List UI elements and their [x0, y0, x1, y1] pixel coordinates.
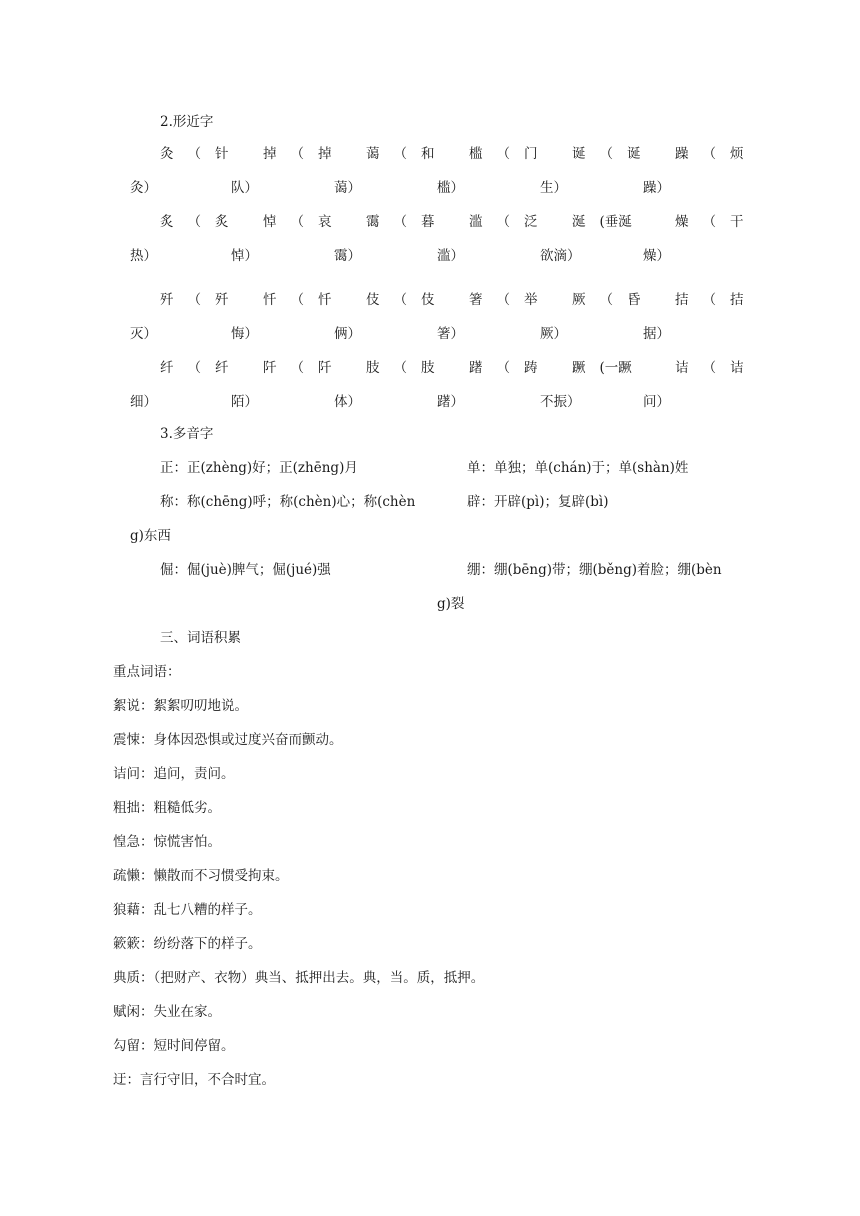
polyphone-left-2-cont: g)东西 — [130, 528, 171, 544]
similar-char-cell — [540, 283, 645, 351]
similar-char-part: 厥 — [572, 292, 586, 308]
similar-char-part: 蔼 — [366, 146, 380, 162]
similar-char-line1 — [442, 205, 542, 239]
similar-char-part: 泛 — [524, 214, 538, 230]
similar-char-part: 举 — [524, 292, 538, 308]
similar-char-part: 灸 — [160, 146, 174, 162]
similar-char-part: （ — [393, 292, 407, 308]
similar-char-line2: 细） — [130, 394, 157, 410]
similar-char-part: 箸 — [469, 292, 483, 308]
similar-char-line1 — [339, 137, 439, 171]
similar-char-line2: 燥） — [643, 248, 670, 264]
similar-char-line2: 霭） — [334, 248, 361, 264]
similar-char-part: 踌 — [524, 360, 538, 376]
similar-char-line1 — [133, 283, 233, 317]
similar-char-line2: 悼） — [231, 248, 258, 264]
similar-char-part: （ — [599, 146, 613, 162]
similar-char-line1 — [133, 205, 233, 239]
similar-char-cell — [437, 283, 542, 351]
similar-char-cell — [437, 351, 542, 419]
similar-char-part: （ — [290, 292, 304, 308]
similar-char-line1 — [236, 283, 336, 317]
similar-char-part: 涎 — [572, 214, 586, 230]
similar-char-part: （ — [702, 360, 716, 376]
polyphone-right-1: 单：单独；单(chán)于；单(shàn)姓 — [467, 460, 689, 476]
similar-char-cell — [334, 137, 439, 205]
vocab-item: 惶急：惊慌害怕。 — [113, 834, 221, 850]
similar-char-part: 纤 — [215, 360, 229, 376]
similar-char-line2: 体） — [334, 394, 361, 410]
similar-char-part: （ — [187, 360, 201, 376]
similar-char-line2: 灭） — [130, 326, 157, 342]
similar-char-cell — [130, 137, 233, 205]
similar-char-part: 诘 — [730, 360, 744, 376]
similar-char-line2: 躇） — [437, 394, 464, 410]
similar-char-cell — [540, 205, 645, 273]
similar-char-line1 — [133, 351, 233, 385]
similar-char-line2: 问） — [643, 394, 670, 410]
similar-char-line2: 据） — [643, 326, 670, 342]
vocab-item: 粗拙：粗糙低劣。 — [113, 800, 221, 816]
similar-char-part: 炙 — [160, 214, 174, 230]
similar-char-part: 槛 — [469, 146, 483, 162]
similar-char-cell — [130, 351, 233, 419]
similar-char-cell — [437, 205, 542, 273]
similar-char-part: 忏 — [263, 292, 277, 308]
similar-char-part: 霭 — [366, 214, 380, 230]
similar-char-cell — [334, 205, 439, 273]
similar-char-part: （ — [187, 214, 201, 230]
similar-char-part: （ — [290, 146, 304, 162]
similar-char-cell — [334, 283, 439, 351]
polyphone-right-3: 绷：绷(bēng)带；绷(běng)着脸；绷(bèn — [467, 562, 722, 578]
similar-char-line2: 不振） — [540, 394, 581, 410]
similar-char-part: (一蹶 — [599, 360, 632, 376]
similar-char-part: 阡 — [318, 360, 332, 376]
similar-char-part: 躁 — [675, 146, 689, 162]
similar-char-line1 — [545, 351, 645, 385]
similar-char-part: （ — [187, 292, 201, 308]
similar-char-part: 蹶 — [572, 360, 586, 376]
similar-char-part: 肢 — [366, 360, 380, 376]
similar-char-line1 — [648, 137, 748, 171]
similar-char-part: （ — [702, 292, 716, 308]
similar-char-part: 掉 — [318, 146, 332, 162]
polyphone-left-2: 称：称(chēng)呼；称(chèn)心；称(chèn — [160, 494, 416, 510]
similar-char-part: （ — [496, 292, 510, 308]
similar-char-cell — [643, 283, 748, 351]
similar-char-cell — [130, 205, 233, 273]
similar-char-line1 — [442, 283, 542, 317]
similar-char-part: （ — [393, 146, 407, 162]
similar-char-line1 — [648, 351, 748, 385]
similar-char-part: 燥 — [675, 214, 689, 230]
similar-char-part: 炙 — [215, 214, 229, 230]
vocab-item: 迂：言行守旧，不合时宜。 — [113, 1072, 275, 1088]
similar-char-part: （ — [702, 146, 716, 162]
similar-char-cell — [231, 137, 336, 205]
similar-char-line2: 灸） — [130, 180, 157, 196]
similar-char-line1 — [236, 205, 336, 239]
similar-char-line2: 厥） — [540, 326, 567, 342]
similar-char-part: （ — [393, 360, 407, 376]
similar-char-line2: 俩） — [334, 326, 361, 342]
polyphone-right-3-cont: g)裂 — [437, 596, 465, 612]
vocab-heading: 三、词语积累 — [160, 630, 241, 646]
polyphone-right-2: 辟：开辟(pì)；复辟(bì) — [467, 494, 609, 510]
similar-char-line2: 队） — [231, 180, 258, 196]
similar-char-part: 滥 — [469, 214, 483, 230]
vocab-item: 赋闲：失业在家。 — [113, 1004, 221, 1020]
similar-char-part: 拮 — [730, 292, 744, 308]
similar-char-line2: 槛） — [437, 180, 464, 196]
similar-char-line2: 悔） — [231, 326, 258, 342]
similar-char-part: 和 — [421, 146, 435, 162]
similar-char-cell — [540, 137, 645, 205]
similar-char-part: 掉 — [263, 146, 277, 162]
similar-char-cell — [643, 205, 748, 273]
similar-char-part: 躇 — [469, 360, 483, 376]
similar-char-line2: 箸） — [437, 326, 464, 342]
similar-char-part: （ — [496, 214, 510, 230]
polyphone-left-1: 正：正(zhèng)好；正(zhēng)月 — [160, 460, 358, 476]
vocab-item: 典质：（把财产、衣物）典当、抵押出去。典，当。质，抵押。 — [113, 970, 485, 986]
vocab-subheading: 重点词语： — [113, 664, 181, 680]
similar-char-line2: 生） — [540, 180, 567, 196]
section2-heading: 2.形近字 — [160, 114, 214, 130]
similar-char-line2: 蔼） — [334, 180, 361, 196]
similar-char-part: （ — [290, 360, 304, 376]
similar-char-line1 — [339, 351, 439, 385]
similar-char-line1 — [339, 283, 439, 317]
similar-char-part: 针 — [215, 146, 229, 162]
polyphone-left-3: 倔：倔(juè)脾气；倔(jué)强 — [160, 562, 331, 578]
similar-char-part: 门 — [524, 146, 538, 162]
similar-char-part: 歼 — [215, 292, 229, 308]
similar-char-cell — [334, 351, 439, 419]
similar-char-cell — [231, 283, 336, 351]
similar-char-line1 — [545, 137, 645, 171]
similar-char-cell — [540, 351, 645, 419]
similar-char-cell — [643, 137, 748, 205]
similar-char-part: 干 — [730, 214, 744, 230]
similar-char-cell — [231, 205, 336, 273]
similar-char-part: （ — [290, 214, 304, 230]
similar-char-cell — [437, 137, 542, 205]
similar-char-line2: 陌） — [231, 394, 258, 410]
similar-char-part: （ — [702, 214, 716, 230]
similar-char-part: （ — [393, 214, 407, 230]
similar-char-part: 昏 — [627, 292, 641, 308]
similar-char-line1 — [442, 137, 542, 171]
similar-char-part: 悼 — [263, 214, 277, 230]
vocab-item: 絮说：絮絮叨叨地说。 — [113, 698, 248, 714]
similar-char-part: 拮 — [675, 292, 689, 308]
similar-char-part: 忏 — [318, 292, 332, 308]
similar-char-cell — [643, 351, 748, 419]
vocab-item: 震悚：身体因恐惧或过度兴奋而颤动。 — [113, 732, 343, 748]
vocab-item: 狼藉：乱七八糟的样子。 — [113, 902, 262, 918]
similar-char-part: 歼 — [160, 292, 174, 308]
similar-char-part: （ — [187, 146, 201, 162]
section3-heading: 3.多音字 — [160, 426, 214, 442]
similar-char-part: 肢 — [421, 360, 435, 376]
similar-char-part: (垂涎 — [599, 214, 632, 230]
vocab-item: 疏懒：懒散而不习惯受拘束。 — [113, 868, 289, 884]
similar-char-part: （ — [496, 360, 510, 376]
vocab-item: 簌簌：纷纷落下的样子。 — [113, 936, 262, 952]
similar-char-line2: 躁） — [643, 180, 670, 196]
similar-char-part: 诞 — [627, 146, 641, 162]
similar-char-line2: 热） — [130, 248, 157, 264]
similar-char-part: 伎 — [366, 292, 380, 308]
vocab-item: 诘问：追问，责问。 — [113, 766, 235, 782]
similar-char-part: （ — [496, 146, 510, 162]
similar-char-line1 — [133, 137, 233, 171]
similar-char-line1 — [442, 351, 542, 385]
similar-char-line1 — [545, 283, 645, 317]
similar-char-line1 — [648, 283, 748, 317]
similar-char-cell — [130, 283, 233, 351]
similar-char-part: 诘 — [675, 360, 689, 376]
similar-char-part: 伎 — [421, 292, 435, 308]
similar-char-line1 — [236, 351, 336, 385]
similar-char-part: 诞 — [572, 146, 586, 162]
similar-char-line1 — [545, 205, 645, 239]
similar-char-part: 哀 — [318, 214, 332, 230]
similar-char-line2: 滥） — [437, 248, 464, 264]
similar-char-line1 — [236, 137, 336, 171]
similar-char-line1 — [648, 205, 748, 239]
similar-char-part: 暮 — [421, 214, 435, 230]
vocab-item: 勾留：短时间停留。 — [113, 1038, 235, 1054]
similar-char-part: 烦 — [730, 146, 744, 162]
similar-char-line2: 欲滴） — [540, 248, 581, 264]
similar-char-part: （ — [599, 292, 613, 308]
similar-char-part: 纤 — [160, 360, 174, 376]
similar-char-line1 — [339, 205, 439, 239]
similar-char-part: 阡 — [263, 360, 277, 376]
similar-char-cell — [231, 351, 336, 419]
